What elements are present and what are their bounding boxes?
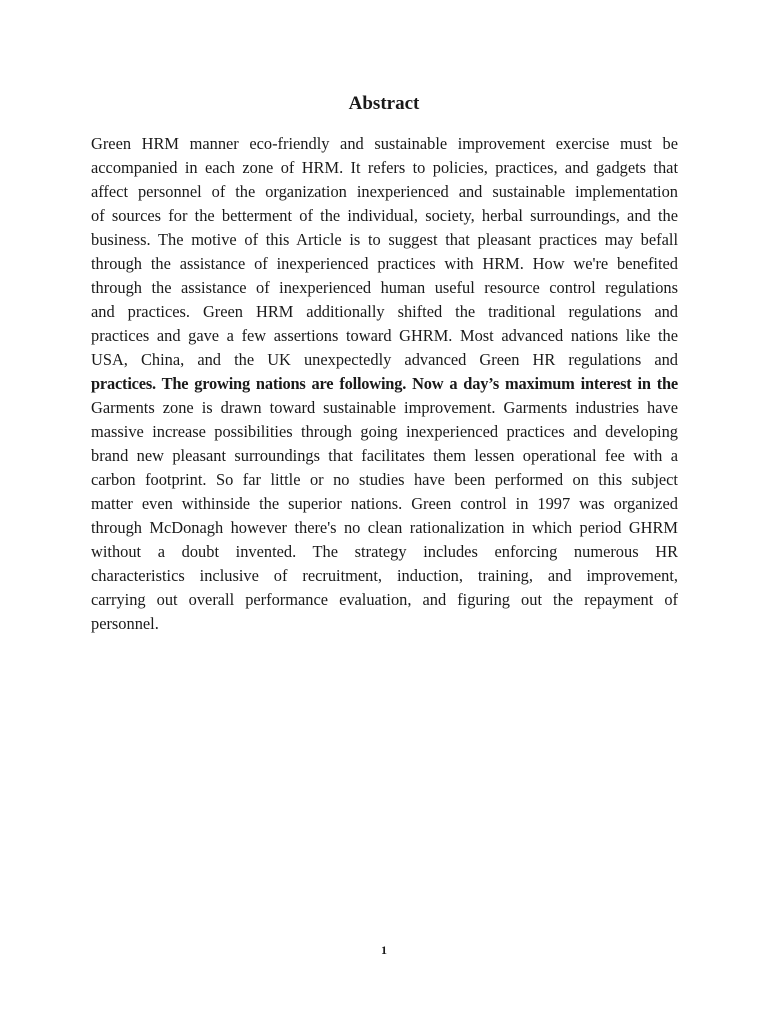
paragraph-line: Green HRM manner eco-friendly and sustainable improvement exercise must be [91,134,678,153]
paragraph-line: through McDonagh however there's no clean rationalization in which period GHRM [91,518,678,537]
paragraph-line: brand new pleasant surroundings that facilitates them lessen operational fee with a [91,446,678,465]
paragraph-line: affect personnel of the organization inexperienced and sustainable implementation [91,182,678,201]
paragraph-line: accompanied in each zone of HRM. It refers to policies, practices, and gadgets that [91,158,678,177]
paragraph-line: massive increase possibilities through going inexperienced practices and developing [91,422,678,441]
paragraph-line: characteristics inclusive of recruitment, induction, training, and improvement, [91,566,678,585]
page-number: 1 [381,943,387,957]
paragraph-line: without a doubt invented. The strategy includes enforcing numerous HR [91,542,678,561]
paragraph-line: practices and gave a few assertions toward GHRM. Most advanced nations like the [91,326,678,345]
paragraph-line: matter even withinside the superior nations. Green control in 1997 was organized [91,494,678,513]
paragraph-line: personnel. [91,614,159,633]
paragraph-line: through the assistance of inexperienced human useful resource control regulations [91,278,678,297]
paragraph-line: and practices. Green HRM additionally shifted the traditional regulations and [91,302,678,321]
abstract-paragraph [91,132,678,636]
paragraph-line: Garments zone is drawn toward sustainable improvement. Garments industries have [91,398,678,417]
abstract-heading: Abstract [348,93,420,114]
paragraph-line: through the assistance of inexperienced practices with HRM. How we're benefited [91,254,678,273]
paragraph-line: carbon footprint. So far little or no studies have been performed on this subject [91,470,678,489]
paragraph-line: business. The motive of this Article is to suggest that pleasant practices may befall [91,230,678,249]
paragraph-line: USA, China, and the UK unexpectedly advanced Green HR regulations and [91,350,678,369]
paragraph-line: practices. The growing nations are following. Now a day’s maximum interest in the [91,374,678,393]
paragraph-line: of sources for the betterment of the individual, society, herbal surroundings, and the [91,206,678,225]
paragraph-line: carrying out overall performance evaluation, and figuring out the repayment of [91,590,678,609]
